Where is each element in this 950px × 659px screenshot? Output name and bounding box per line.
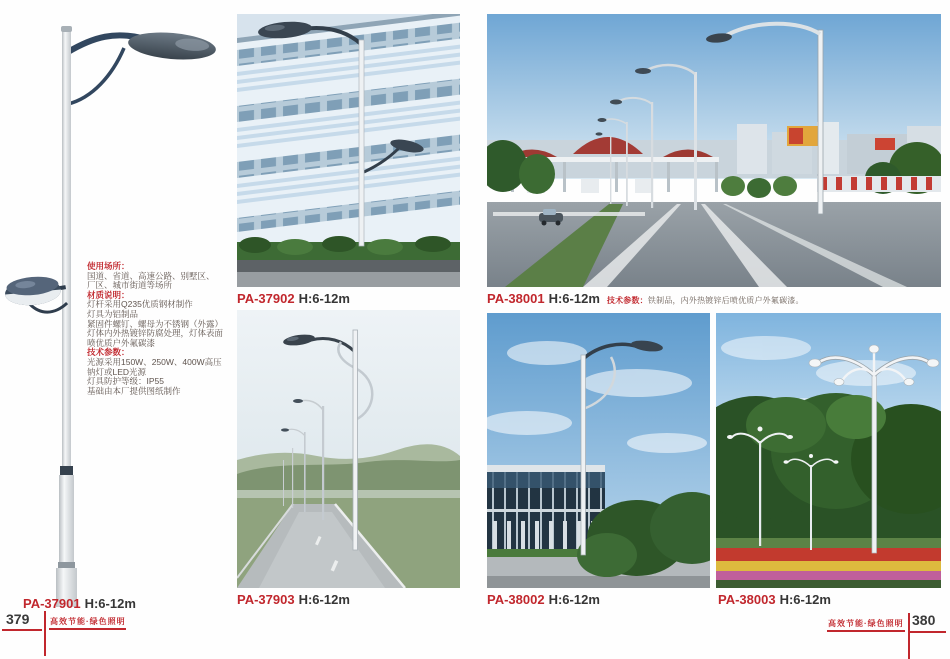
product-code: PA-37902 bbox=[237, 291, 295, 306]
decorative-luminaire bbox=[4, 274, 68, 315]
footer-left-slogan: 高效节能·绿色照明 bbox=[50, 617, 126, 626]
photo-pa-38001 bbox=[487, 14, 941, 287]
product-code: PA-37903 bbox=[237, 592, 295, 607]
spec-line: 灯具为铝制品 bbox=[87, 308, 139, 319]
page-number-left: 379 bbox=[6, 611, 30, 627]
product-size: H:6-12m bbox=[84, 596, 136, 611]
spec-line: 光源采用150W、250W、400W高压 bbox=[87, 356, 222, 367]
product-code: PA-38001 bbox=[487, 291, 545, 306]
spec-line: 灯具防护等级：IP55 bbox=[87, 376, 164, 387]
photo-pa-37903 bbox=[237, 310, 460, 588]
page-number-right: 380 bbox=[912, 612, 936, 628]
spec-line: 基础由本厂提供图纸制作 bbox=[87, 385, 181, 396]
spec-usage-title: 使用场所： bbox=[87, 261, 130, 271]
spec-line: 紧固件螺钉、螺母为不锈钢（外露） bbox=[87, 318, 224, 329]
spec-line: 喷优质户外氟碳漆 bbox=[87, 337, 156, 348]
spec-line: 国道、省道、高速公路、别墅区、 bbox=[87, 270, 215, 281]
product-label-pa-37903 bbox=[237, 592, 350, 607]
ground-strip bbox=[487, 576, 710, 588]
footer-right-number-underline bbox=[908, 631, 946, 633]
banner-fence bbox=[817, 176, 941, 192]
photo-pa-37902 bbox=[237, 14, 460, 287]
product-label-pa-37901 bbox=[23, 596, 136, 611]
lamp-pole bbox=[62, 30, 71, 470]
product-size: H:6-12m bbox=[548, 592, 600, 607]
footer-right-divider bbox=[908, 613, 910, 659]
footer-right-slogan-underline bbox=[827, 630, 905, 632]
flower-bed bbox=[716, 538, 941, 588]
product-size: H:6-12m bbox=[779, 592, 831, 607]
note-label: 技术参数： bbox=[606, 296, 648, 305]
product-size: H:6-12m bbox=[298, 592, 350, 607]
product-size: H:6-12m bbox=[298, 291, 350, 306]
pavement-dark bbox=[237, 260, 460, 272]
pavement-light bbox=[237, 272, 460, 287]
footer-left-number-underline bbox=[2, 629, 42, 631]
product-label-pa-38001 bbox=[487, 291, 804, 306]
spec-line: 灯体内外热镀锌防腐处理，灯体表面 bbox=[87, 328, 224, 339]
product-code: PA-38002 bbox=[487, 592, 545, 607]
note-text: 铁制品，内外热镀锌后喷优质户外氟碳漆。 bbox=[647, 296, 804, 305]
product-size: H:6-12m bbox=[548, 291, 600, 306]
product-label-pa-38003 bbox=[718, 592, 831, 607]
product-label-pa-37902 bbox=[237, 291, 350, 306]
photo-pa-38003 bbox=[716, 313, 941, 588]
footer-right-slogan: 高效节能·绿色照明 bbox=[828, 619, 904, 628]
spec-tech-title: 技术参数： bbox=[87, 347, 130, 358]
product-code: PA-37901 bbox=[23, 596, 81, 611]
product-note bbox=[607, 296, 804, 305]
cobra-lamp-head bbox=[127, 29, 217, 63]
photo-pa-38002 bbox=[487, 313, 710, 588]
product-label-pa-38002 bbox=[487, 592, 600, 607]
spec-line: 钠灯或LED光源 bbox=[87, 366, 147, 377]
spec-text-block bbox=[87, 262, 237, 396]
spec-line: 灯杆采用Q235优质钢材制作 bbox=[87, 299, 193, 310]
tree-mass bbox=[716, 393, 941, 543]
footer-left-divider bbox=[44, 611, 46, 656]
product-code: PA-38003 bbox=[718, 592, 776, 607]
footer-left-slogan-underline bbox=[49, 628, 126, 630]
spec-material-title: 材质说明： bbox=[87, 289, 130, 300]
spec-line: 厂区、城市街道等场所 bbox=[87, 280, 173, 291]
